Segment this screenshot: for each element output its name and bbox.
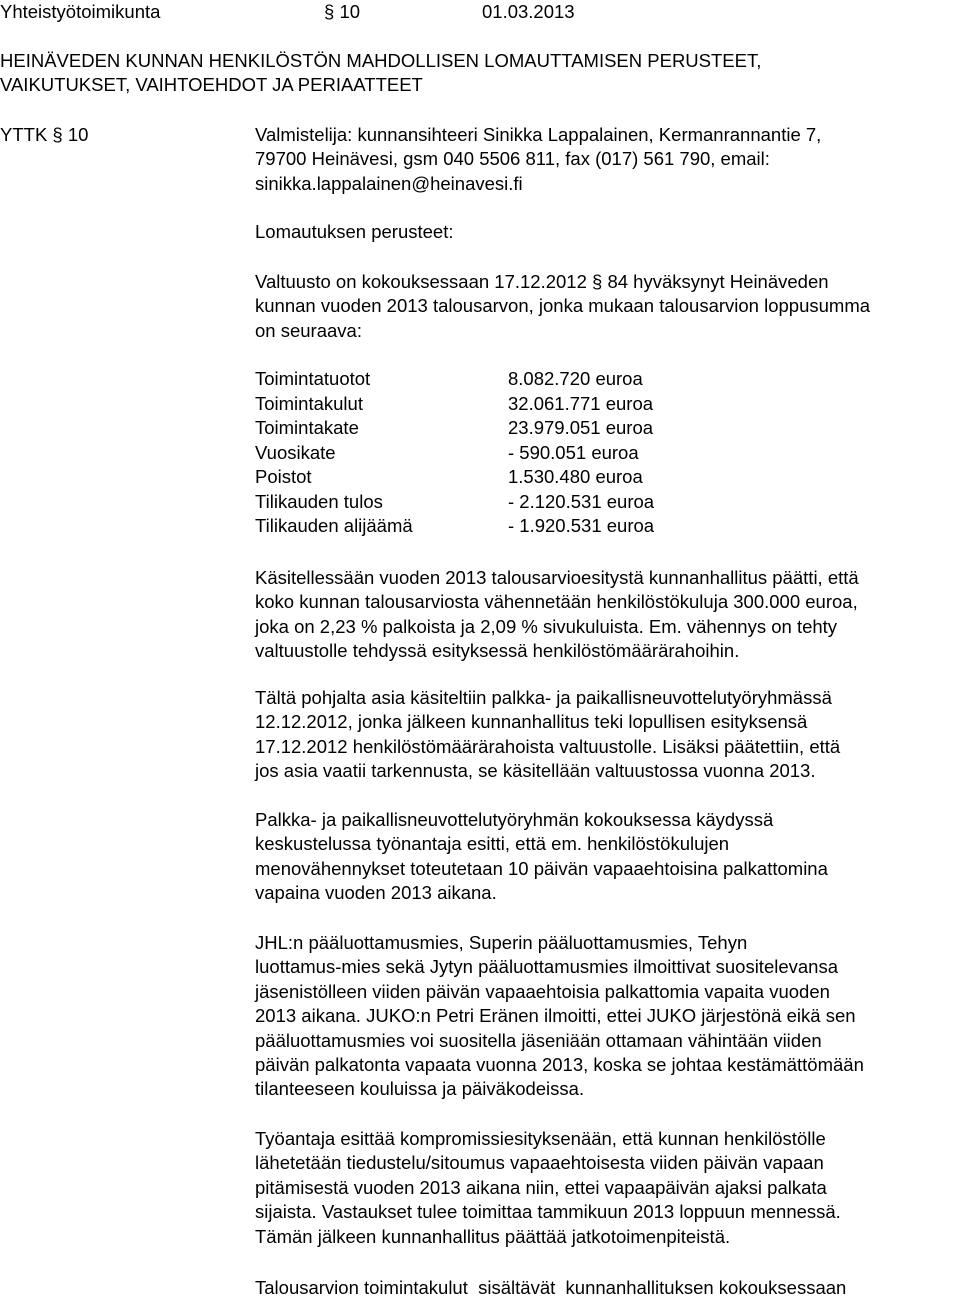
- budget-label: Tilikauden alijäämä: [255, 515, 413, 536]
- paragraph-line: koko kunnan talousarviosta vähennetään henkilöstökuluja 300.000 euroa,: [255, 591, 858, 613]
- paragraph-line: pääluottamusmies voi suositella jäseniään ottamaan vähintään viiden: [255, 1029, 822, 1051]
- paragraph-line: valtuustolle tehdyssä esityksessä henkilöstömäärärahoihin.: [255, 640, 740, 662]
- paragraph-line: Käsitellessään vuoden 2013 talousarvioesitystä kunnanhallitus päätti, että: [255, 567, 859, 588]
- paragraph-line: päivän palkatonta vapaata vuonna 2013, koska se johtaa kestämättömään: [255, 1054, 864, 1076]
- paragraph-line: 2013 aikana. JUKO:n Petri Eränen ilmoitti, ettei JUKO järjestönä eikä sen: [255, 1005, 856, 1027]
- paragraph-line: pitämisestä vuoden 2013 aikana niin, ettei vapaapäivän ajaksi palkata: [255, 1176, 827, 1198]
- budget-value: - 1.920.531 euroa: [508, 515, 655, 536]
- paragraph-line: lähetetään tiedustelu/sitoumus vapaaehtoisesta viiden päivän vapaan: [255, 1152, 824, 1174]
- section-heading: Lomautuksen perusteet:: [255, 221, 454, 242]
- budget-label: Toimintakulut: [255, 392, 363, 414]
- budget-value: 23.979.051 euroa: [508, 417, 654, 438]
- paragraph-line: 17.12.2012 henkilöstömäärärahoista valtuustolle. Lisäksi päätettiin, että: [255, 735, 841, 757]
- budget-label: Toimintatuotot: [255, 368, 371, 389]
- paragraph: [255, 1127, 955, 1249]
- preparer-line: 79700 Heinävesi, gsm 040 5506 811, fax (017) 561 790, email:: [255, 148, 770, 170]
- paragraph: [255, 566, 955, 664]
- paragraph-line: jäsenistölleen viiden päivän vapaaehtoisia palkattomia vapaita vuoden: [255, 980, 830, 1002]
- header-org: Yhteistyötoimikunta: [0, 1, 161, 22]
- paragraph-line: Palkka- ja paikallisneuvottelutyöryhmän kokouksessa käydyssä: [255, 809, 774, 830]
- budget-label: Tilikauden tulos: [255, 490, 383, 512]
- header-date: 01.03.2013: [482, 1, 575, 22]
- paragraph-line: 12.12.2012, jonka jälkeen kunnanhallitus teki lopullisen esityksensä: [255, 711, 808, 733]
- paragraph-line: sijaista. Vastaukset tulee toimittaa tammikuun 2013 loppuun mennessä.: [255, 1201, 841, 1223]
- paragraph-line: Tältä pohjalta asia käsiteltiin palkka- ja paikallisneuvottelutyöryhmässä: [255, 687, 832, 708]
- paragraph-line: tilanteeseen kouluissa ja päiväkodeissa.: [255, 1078, 585, 1100]
- paragraph-line: jos asia vaatii tarkennusta, se käsitellään valtuustossa vuonna 2013.: [255, 760, 816, 782]
- paragraph-line: keskustelussa työnantaja esitti, että em. henkilöstökulujen: [255, 833, 730, 855]
- paragraph-line: kunnan vuoden 2013 talousarvon, jonka mukaan talousarvion loppusumma: [255, 295, 871, 317]
- budget-label: Poistot: [255, 466, 312, 487]
- paragraph-line: Tämän jälkeen kunnanhallitus päättää jatkotoimenpiteistä.: [255, 1225, 731, 1247]
- paragraph-line: on seuraava:: [255, 319, 362, 341]
- section-sign: §: [324, 1, 340, 22]
- paragraph: [255, 808, 955, 906]
- budget-value: 8.082.720 euroa: [508, 368, 643, 389]
- budget-value: 1.530.480 euroa: [508, 466, 643, 487]
- section-code: YTTK § 10: [0, 124, 89, 145]
- budget-label: Vuosikate: [255, 441, 336, 463]
- council-paragraph: [255, 270, 955, 343]
- preparer-line: sinikka.lappalainen@heinavesi.fi: [255, 172, 523, 194]
- paragraph-line: luottamus-mies sekä Jytyn pääluottamusmies ilmoittivat suositelevansa: [255, 956, 838, 978]
- paragraph: [255, 931, 955, 1102]
- budget-label: Toimintakate: [255, 417, 359, 438]
- paragraph-line: Talousarvion toimintakulut sisältävät kunnanhallituksen kokouksessaan: [255, 1277, 847, 1298]
- paragraph-line: vapaina vuoden 2013 aikana.: [255, 882, 497, 904]
- paragraph-line: joka on 2,23 % palkoista ja 2,09 % sivukuluista. Em. vähennys on tehty: [255, 615, 838, 637]
- header-section-number-value: 10: [339, 1, 361, 22]
- budget-value: - 590.051 euroa: [508, 441, 639, 463]
- paragraph: [255, 686, 955, 784]
- document-title-line-2: VAIKUTUKSET, VAIHTOEHDOT JA PERIAATTEET: [0, 74, 423, 96]
- paragraph-line: JHL:n pääluottamusmies, Superin pääluottamusmies, Tehyn: [255, 932, 748, 953]
- preparer-block: [255, 123, 955, 196]
- paragraph-line: menovähennykset toteutetaan 10 päivän vapaaehtoisina palkattomina: [255, 857, 828, 879]
- preparer-line: Valmistelija: kunnansihteeri Sinikka Lappalainen, Kermanrannantie 7,: [255, 124, 822, 145]
- paragraph: [255, 1276, 955, 1300]
- document-title: [0, 49, 761, 98]
- paragraph-line: Työantaja esittää kompromissiesityksenään, että kunnan henkilöstölle: [255, 1128, 826, 1149]
- paragraph-line: Valtuusto on kokouksessaan 17.12.2012 § 84 hyväksynyt Heinäveden: [255, 271, 829, 292]
- document-title-line-1: HEINÄVEDEN KUNNAN HENKILÖSTÖN MAHDOLLISEN LOMAUTTAMISEN PERUSTEET,: [0, 50, 762, 71]
- budget-value: - 2.120.531 euroa: [508, 490, 655, 512]
- budget-value: 32.061.771 euroa: [508, 392, 654, 414]
- header-section-number: [324, 0, 360, 24]
